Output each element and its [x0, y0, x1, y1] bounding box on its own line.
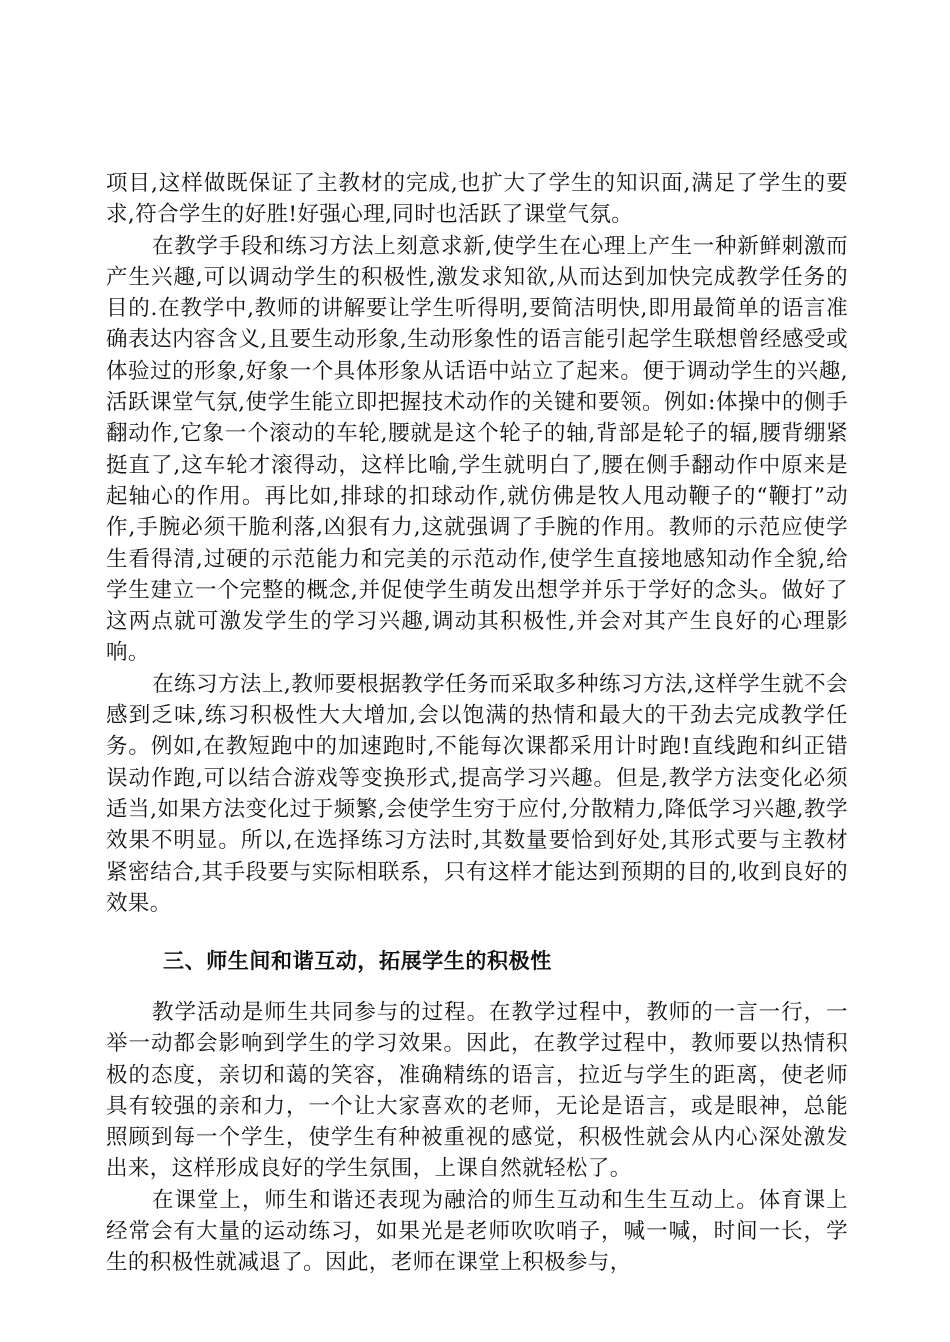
- paragraph-teacher-student-interaction: 教学活动是师生共同参与的过程。在教学过程中，教师的一言一行，一举一动都会影响到学生的学习效果。因此，在教学过程中，教师要以热情积极的态度，亲切和蔼的笑容，准确精练的语言，拉近与学生的距离，使老师具有较强的亲和力，一个让大家喜欢的老师，无论是语言，或是眼神，总能照顾到每一个学生，使学生有种被重视的感觉，积极性就会从内心深处激发出来，这样形成良好的学生氛围，上课自然就轻松了。: [106, 1000, 848, 1182]
- paragraph-classroom-harmony: 在课堂上，师生和谐还表现为融洽的师生互动和生生互动上。体育课上经常会有大量的运动练习，如果光是老师吹吹哨子，喊一喊，时间一长，学生的积极性就减退了。因此，老师在课堂上积极参与，: [106, 1187, 848, 1276]
- body-text-section-after-heading: [106, 997, 848, 1279]
- paragraph-practice-methods: 在练习方法上,教师要根据教学任务而采取多种练习方法,这样学生就不会感到乏味,练习积极性大大增加,会以饱满的热情和最大的干劲去完成教学任务。例如,在教短跑中的加速跑时,不能每次课都采用计时跑!直线跑和纠正错误动作跑,可以结合游戏等变换形式,提高学习兴趣。但是,教学方法变化必须适当,如果方法变化过于频繁,会使学生穷于应付,分散精力,降低学习兴趣,教学效果不明显。所以,在选择练习方法时,其数量要恰到好处,其形式要与主教材紧密结合,其手段要与实际相联系，只有这样才能达到预期的目的,收到良好的效果。: [106, 671, 848, 916]
- body-text-section-before-heading: [106, 168, 848, 919]
- paragraph-teaching-methods: 在教学手段和练习方法上刻意求新,使学生在心理上产生一种新鲜刺激而产生兴趣,可以调动学生的积极性,激发求知欲,从而达到加快完成教学任务的目的.在教学中,教师的讲解要让学生听得明,要简洁明快,即用最简单的语言准确表达内容含义,且要生动形象,生动形象性的语言能引起学生联想曾经感受或体验过的形象,好象一个具体形象从话语中站立了起来。便于调动学生的兴趣,活跃课堂气氛,使学生能立即把握技术动作的关键和要领。例如:体操中的侧手翻动作,它象一个滚动的车轮,腰就是这个轮子的轴,背部是轮子的辐,腰背绷紧挺直了,这车轮才滚得动，这样比喻,学生就明白了,腰在侧手翻动作中原来是起轴心的作用。再比如,排球的扣球动作,就仿佛是牧人甩动鞭子的“鞭打”动作,手腕必须干脆利落,凶狠有力,这就强调了手腕的作用。教师的示范应使学生看得清,过硬的示范能力和完美的示范动作,使学生直接地感知动作全貌,给学生建立一个完整的概念,并促使学生萌发出想学并乐于学好的念头。做好了这两点就可激发学生的学习兴趣,调动其积极性,并会对其产生良好的心理影响。: [106, 233, 848, 666]
- section-heading: 三、师生间和谐互动，拓展学生的积极性: [163, 949, 552, 973]
- paragraph-continuation: 项目,这样做既保证了主教材的完成,也扩大了学生的知识面,满足了学生的要求,符合学生的好胜!好强心理,同时也活跃了课堂气氛。: [106, 171, 848, 228]
